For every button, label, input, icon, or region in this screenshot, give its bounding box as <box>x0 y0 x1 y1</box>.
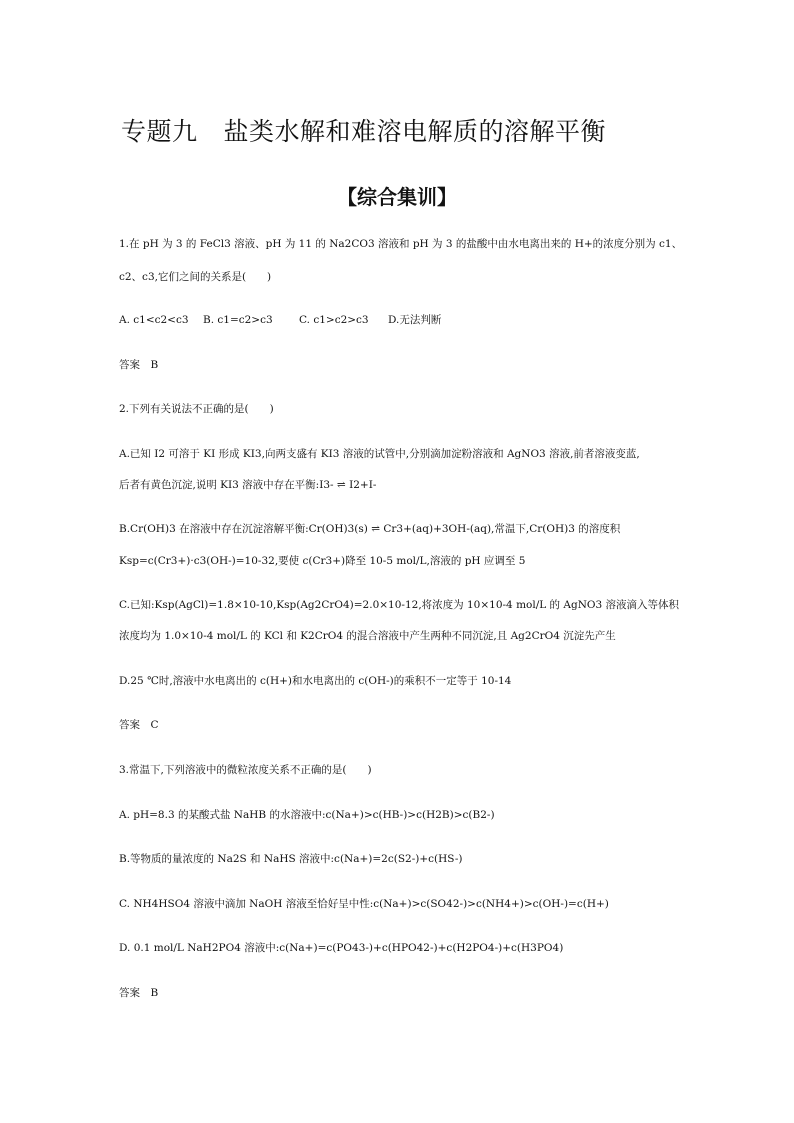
q1-option-b: B. c1=c2>c3 <box>203 314 273 326</box>
q2-option-a-line1: A.已知 I2 可溶于 KI 形成 KI3,向两支盛有 KI3 溶液的试管中,分别滴加淀粉溶液和 AgNO3 溶液,前者溶液变蓝, <box>119 448 640 460</box>
q2-option-a-line2: 后者有黄色沉淀,说明 KI3 溶液中存在平衡:I3- ⇌ I2+I- <box>119 479 377 491</box>
q2-option-b-line2: Ksp=c(Cr3+)·c3(OH-)=10-32,要使 c(Cr3+)降至 10-5 mol/L,溶液的 pH 应调至 5 <box>119 555 526 567</box>
q2-stem: 2.下列有关说法不正确的是( ) <box>119 403 274 415</box>
q1-stem-line1: 1.在 pH 为 3 的 FeCl3 溶液、pH 为 11 的 Na2CO3 溶液和 pH 为 3 的盐酸中由水电离出来的 H+的浓度分别为 c1、 <box>119 238 683 250</box>
q1-option-a: A. c1<c2<c3 <box>119 314 189 326</box>
page-title: 专题九 盐类水解和难溶电解质的溶解平衡 <box>121 117 607 146</box>
q1-options <box>119 313 441 327</box>
q3-option-d: D. 0.1 mol/L NaH2PO4 溶液中:c(Na+)=c(PO43-)+c(HPO42-)+c(H2PO4-)+c(H3PO4) <box>119 942 564 954</box>
q3-answer: 答案 B <box>119 987 159 999</box>
q1-option-d: D.无法判断 <box>388 314 442 326</box>
section-heading: 【综合集训】 <box>337 185 457 209</box>
q1-option-c: C. c1>c2>c3 <box>299 314 369 326</box>
q2-option-b-line1: B.Cr(OH)3 在溶液中存在沉淀溶解平衡:Cr(OH)3(s) ⇌ Cr3+(aq)+3OH-(aq),常温下,Cr(OH)3 的溶度积 <box>119 523 621 535</box>
q1-answer: 答案 B <box>119 359 159 371</box>
q2-answer: 答案 C <box>119 719 159 731</box>
q2-option-c-line1: C.已知:Ksp(AgCl)=1.8×10-10,Ksp(Ag2CrO4)=2.0×10-12,将浓度为 10×10-4 mol/L 的 AgNO3 溶液滴入等体积 <box>119 599 680 611</box>
q3-option-b: B.等物质的量浓度的 Na2S 和 NaHS 溶液中:c(Na+)=2c(S2-)+c(HS-) <box>119 853 463 865</box>
q3-stem: 3.常温下,下列溶液中的微粒浓度关系不正确的是( ) <box>119 764 372 776</box>
q3-option-c: C. NH4HSO4 溶液中滴加 NaOH 溶液至恰好呈中性:c(Na+)>c(SO42-)>c(NH4+)>c(OH-)=c(H+) <box>119 898 609 910</box>
q1-stem-line2: c2、c3,它们之间的关系是( ) <box>119 271 272 283</box>
q2-option-d: D.25 ℃时,溶液中水电离出的 c(H+)和水电离出的 c(OH-)的乘积不一定等于 10-14 <box>119 675 512 687</box>
q2-option-c-line2: 浓度均为 1.0×10-4 mol/L 的 KCl 和 K2CrO4 的混合溶液中产生两种不同沉淀,且 Ag2CrO4 沉淀先产生 <box>119 630 616 642</box>
q3-option-a: A. pH=8.3 的某酸式盐 NaHB 的水溶液中:c(Na+)>c(HB-)>c(H2B)>c(B2-) <box>119 809 495 821</box>
